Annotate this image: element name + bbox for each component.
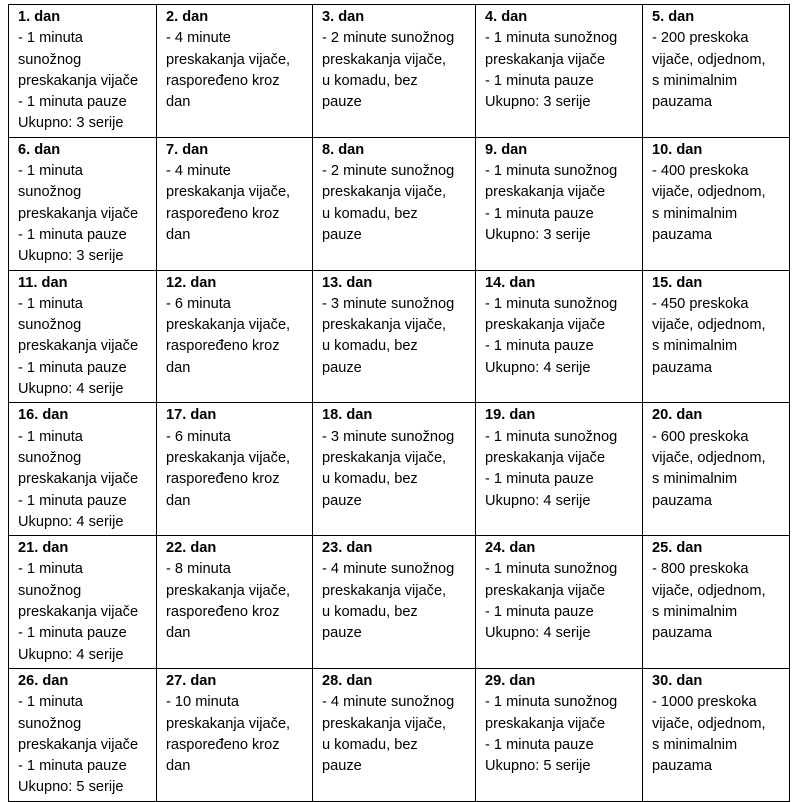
exercise-line: - 1 minuta pauze xyxy=(18,94,127,111)
exercise-line: Ukupno: 3 serije xyxy=(485,226,591,243)
day-title: 16. dan xyxy=(18,407,69,424)
day-cell xyxy=(643,668,790,801)
exercise-line: - 450 preskoka xyxy=(652,295,749,312)
day-cell xyxy=(9,536,157,669)
exercise-line: - 3 minute sunožnog xyxy=(322,428,455,445)
exercise-line: dan xyxy=(166,94,191,111)
exercise-line: preskakanja vijače, xyxy=(166,51,291,68)
exercise-line: u komadu, bez xyxy=(322,72,418,89)
exercise-line: preskakanja vijače, xyxy=(322,449,447,466)
day-title: 7. dan xyxy=(166,141,209,158)
exercise-line: preskakanja vijače xyxy=(18,736,139,753)
exercise-line: s minimalnim xyxy=(652,338,738,355)
exercise-line: dan xyxy=(166,226,191,243)
day-title: 28. dan xyxy=(322,672,373,689)
exercise-line: - 4 minute xyxy=(166,163,231,180)
exercise-line: preskakanja vijače, xyxy=(166,715,291,732)
exercise-line: preskakanja vijače, xyxy=(322,317,447,334)
exercise-line: dan xyxy=(166,625,191,642)
day-title: 24. dan xyxy=(485,540,536,557)
exercise-line: - 1 minuta sunožnog xyxy=(485,295,618,312)
day-title: 2. dan xyxy=(166,9,209,25)
exercise-line: raspoređeno kroz xyxy=(166,604,280,621)
day-cell xyxy=(9,403,157,536)
exercise-line: s minimalnim xyxy=(652,72,738,89)
day-cell xyxy=(643,137,790,270)
day-cell xyxy=(9,668,157,801)
exercise-line: - 1 minuta sunožnog xyxy=(485,428,618,445)
exercise-line: raspoređeno kroz xyxy=(166,736,280,753)
exercise-line: Ukupno: 3 serije xyxy=(18,115,124,132)
exercise-line: preskakanja vijače xyxy=(18,471,139,488)
exercise-line: s minimalnim xyxy=(652,736,738,753)
table-row xyxy=(9,270,790,403)
exercise-line: preskakanja vijače xyxy=(18,338,139,355)
exercise-line: preskakanja vijače xyxy=(485,51,606,68)
day-title: 15. dan xyxy=(652,274,703,291)
exercise-line: pauzama xyxy=(652,359,713,376)
exercise-line: u komadu, bez xyxy=(322,471,418,488)
day-cell xyxy=(157,137,313,270)
day-cell xyxy=(313,137,476,270)
exercise-line: pauzama xyxy=(652,492,713,509)
exercise-line: Ukupno: 4 serije xyxy=(18,513,124,530)
exercise-line: - 1 minuta pauze xyxy=(485,205,594,222)
table-row xyxy=(9,668,790,801)
day-cell xyxy=(476,536,643,669)
exercise-line: - 1 minuta xyxy=(18,30,83,47)
day-cell xyxy=(476,403,643,536)
day-title: 19. dan xyxy=(485,407,536,424)
day-title: 18. dan xyxy=(322,407,373,424)
day-cell xyxy=(313,536,476,669)
exercise-line: preskakanja vijače, xyxy=(322,184,447,201)
exercise-line: - 1 minuta sunožnog xyxy=(485,30,618,47)
exercise-line: vijače, odjednom, xyxy=(652,184,766,201)
exercise-line: pauzama xyxy=(652,226,713,243)
exercise-line: - 1 minuta pauze xyxy=(18,359,127,376)
exercise-line: preskakanja vijače, xyxy=(166,582,291,599)
exercise-line: vijače, odjednom, xyxy=(652,449,766,466)
table-row xyxy=(9,403,790,536)
exercise-line: u komadu, bez xyxy=(322,604,418,621)
exercise-line: - 400 preskoka xyxy=(652,163,749,180)
exercise-line: s minimalnim xyxy=(652,604,738,621)
exercise-line: sunožnog xyxy=(18,715,82,732)
exercise-line: preskakanja vijače, xyxy=(166,184,291,201)
exercise-line: - 1 minuta xyxy=(18,295,83,312)
exercise-line: preskakanja vijače xyxy=(485,317,606,334)
exercise-line: - 4 minute sunožnog xyxy=(322,694,455,711)
day-cell xyxy=(643,403,790,536)
exercise-line: preskakanja vijače xyxy=(485,582,606,599)
day-cell xyxy=(157,536,313,669)
day-title: 21. dan xyxy=(18,540,69,557)
exercise-line: - 1 minuta pauze xyxy=(485,72,594,89)
exercise-line: - 1 minuta xyxy=(18,428,83,445)
exercise-line: - 1 minuta xyxy=(18,163,83,180)
exercise-line: vijače, odjednom, xyxy=(652,582,766,599)
exercise-line: raspoređeno kroz xyxy=(166,338,280,355)
day-title: 4. dan xyxy=(485,9,528,25)
exercise-line: pauze xyxy=(322,359,362,376)
exercise-line: pauze xyxy=(322,758,362,775)
exercise-line: preskakanja vijače xyxy=(18,205,139,222)
day-title: 12. dan xyxy=(166,274,217,291)
day-cell xyxy=(643,5,790,138)
exercise-line: vijače, odjednom, xyxy=(652,317,766,334)
day-cell xyxy=(313,270,476,403)
exercise-line: - 1 minuta pauze xyxy=(18,492,127,509)
exercise-line: - 8 minuta xyxy=(166,561,231,578)
exercise-line: sunožnog xyxy=(18,184,82,201)
day-title: 9. dan xyxy=(485,141,528,158)
table-row xyxy=(9,137,790,270)
day-title: 13. dan xyxy=(322,274,373,291)
day-title: 3. dan xyxy=(322,9,365,25)
day-title: 29. dan xyxy=(485,672,536,689)
day-cell xyxy=(157,668,313,801)
exercise-line: Ukupno: 5 serije xyxy=(18,779,124,796)
exercise-line: pauze xyxy=(322,492,362,509)
exercise-line: Ukupno: 4 serije xyxy=(18,381,124,398)
exercise-line: - 1 minuta pauze xyxy=(485,604,594,621)
exercise-line: - 4 minute xyxy=(166,30,231,47)
day-title: 22. dan xyxy=(166,540,217,557)
day-cell xyxy=(313,5,476,138)
day-cell xyxy=(643,270,790,403)
exercise-line: Ukupno: 4 serije xyxy=(485,625,591,642)
table-row xyxy=(9,5,790,138)
exercise-line: sunožnog xyxy=(18,582,82,599)
day-cell xyxy=(157,270,313,403)
exercise-line: preskakanja vijače, xyxy=(166,449,291,466)
day-cell xyxy=(9,137,157,270)
day-cell xyxy=(157,5,313,138)
exercise-line: u komadu, bez xyxy=(322,736,418,753)
exercise-line: preskakanja vijače, xyxy=(322,582,447,599)
day-cell xyxy=(9,270,157,403)
day-title: 8. dan xyxy=(322,141,365,158)
exercise-line: pauzama xyxy=(652,758,713,775)
exercise-line: Ukupno: 3 serije xyxy=(485,94,591,111)
exercise-line: - 2 minute sunožnog xyxy=(322,30,455,47)
exercise-line: sunožnog xyxy=(18,317,82,334)
exercise-line: - 200 preskoka xyxy=(652,30,749,47)
exercise-line: pauzama xyxy=(652,625,713,642)
exercise-line: preskakanja vijače, xyxy=(166,317,291,334)
day-title: 30. dan xyxy=(652,672,703,689)
day-title: 23. dan xyxy=(322,540,373,557)
exercise-line: - 600 preskoka xyxy=(652,428,749,445)
exercise-line: - 1 minuta pauze xyxy=(18,758,127,775)
exercise-line: pauze xyxy=(322,226,362,243)
table-row xyxy=(9,536,790,669)
exercise-line: Ukupno: 4 serije xyxy=(485,359,591,376)
exercise-line: preskakanja vijače xyxy=(18,604,139,621)
exercise-line: - 3 minute sunožnog xyxy=(322,295,455,312)
exercise-line: - 1 minuta sunožnog xyxy=(485,163,618,180)
day-cell xyxy=(313,403,476,536)
training-plan-body xyxy=(9,5,790,802)
exercise-line: - 6 minuta xyxy=(166,295,231,312)
day-title: 20. dan xyxy=(652,407,703,424)
day-title: 14. dan xyxy=(485,274,536,291)
exercise-line: pauze xyxy=(322,94,362,111)
day-title: 25. dan xyxy=(652,540,703,557)
exercise-line: - 1 minuta pauze xyxy=(18,625,127,642)
exercise-line: preskakanja vijače xyxy=(18,72,139,89)
exercise-line: - 1000 preskoka xyxy=(652,694,757,711)
exercise-line: sunožnog xyxy=(18,51,82,68)
exercise-line: raspoređeno kroz xyxy=(166,471,280,488)
exercise-line: vijače, odjednom, xyxy=(652,51,766,68)
day-cell xyxy=(476,5,643,138)
day-title: 5. dan xyxy=(652,9,695,25)
exercise-line: preskakanja vijače, xyxy=(322,715,447,732)
exercise-line: preskakanja vijače, xyxy=(322,51,447,68)
day-title: 10. dan xyxy=(652,141,703,158)
exercise-line: dan xyxy=(166,359,191,376)
exercise-line: - 2 minute sunožnog xyxy=(322,163,455,180)
exercise-line: - 1 minuta sunožnog xyxy=(485,561,618,578)
exercise-line: s minimalnim xyxy=(652,471,738,488)
exercise-line: - 1 minuta xyxy=(18,561,83,578)
exercise-line: Ukupno: 4 serije xyxy=(485,492,591,509)
exercise-line: sunožnog xyxy=(18,449,82,466)
exercise-line: - 1 minuta pauze xyxy=(485,471,594,488)
day-cell xyxy=(157,403,313,536)
exercise-line: pauzama xyxy=(652,94,713,111)
exercise-line: - 1 minuta pauze xyxy=(485,736,594,753)
day-cell xyxy=(313,668,476,801)
exercise-line: preskakanja vijače xyxy=(485,184,606,201)
exercise-line: vijače, odjednom, xyxy=(652,715,766,732)
day-title: 17. dan xyxy=(166,407,217,424)
day-title: 26. dan xyxy=(18,672,69,689)
exercise-line: Ukupno: 3 serije xyxy=(18,248,124,265)
exercise-line: s minimalnim xyxy=(652,205,738,222)
exercise-line: - 1 minuta pauze xyxy=(485,338,594,355)
exercise-line: pauze xyxy=(322,625,362,642)
exercise-line: - 10 minuta xyxy=(166,694,240,711)
day-title: 27. dan xyxy=(166,672,217,689)
day-cell xyxy=(476,270,643,403)
day-cell xyxy=(476,668,643,801)
exercise-line: - 800 preskoka xyxy=(652,561,749,578)
day-cell xyxy=(643,536,790,669)
exercise-line: preskakanja vijače xyxy=(485,449,606,466)
day-title: 1. dan xyxy=(18,9,61,25)
exercise-line: - 1 minuta pauze xyxy=(18,226,127,243)
day-title: 6. dan xyxy=(18,141,61,158)
day-cell xyxy=(476,137,643,270)
exercise-line: u komadu, bez xyxy=(322,338,418,355)
exercise-line: - 1 minuta xyxy=(18,694,83,711)
exercise-line: u komadu, bez xyxy=(322,205,418,222)
exercise-line: raspoređeno kroz xyxy=(166,72,280,89)
exercise-line: Ukupno: 5 serije xyxy=(485,758,591,775)
exercise-line: - 6 minuta xyxy=(166,428,231,445)
exercise-line: raspoređeno kroz xyxy=(166,205,280,222)
exercise-line: Ukupno: 4 serije xyxy=(18,646,124,663)
exercise-line: dan xyxy=(166,492,191,509)
day-cell xyxy=(9,5,157,138)
exercise-line: - 1 minuta sunožnog xyxy=(485,694,618,711)
day-title: 11. dan xyxy=(18,274,68,291)
exercise-line: dan xyxy=(166,758,191,775)
exercise-line: preskakanja vijače xyxy=(485,715,606,732)
exercise-line: - 4 minute sunožnog xyxy=(322,561,455,578)
training-plan-table xyxy=(8,4,790,802)
